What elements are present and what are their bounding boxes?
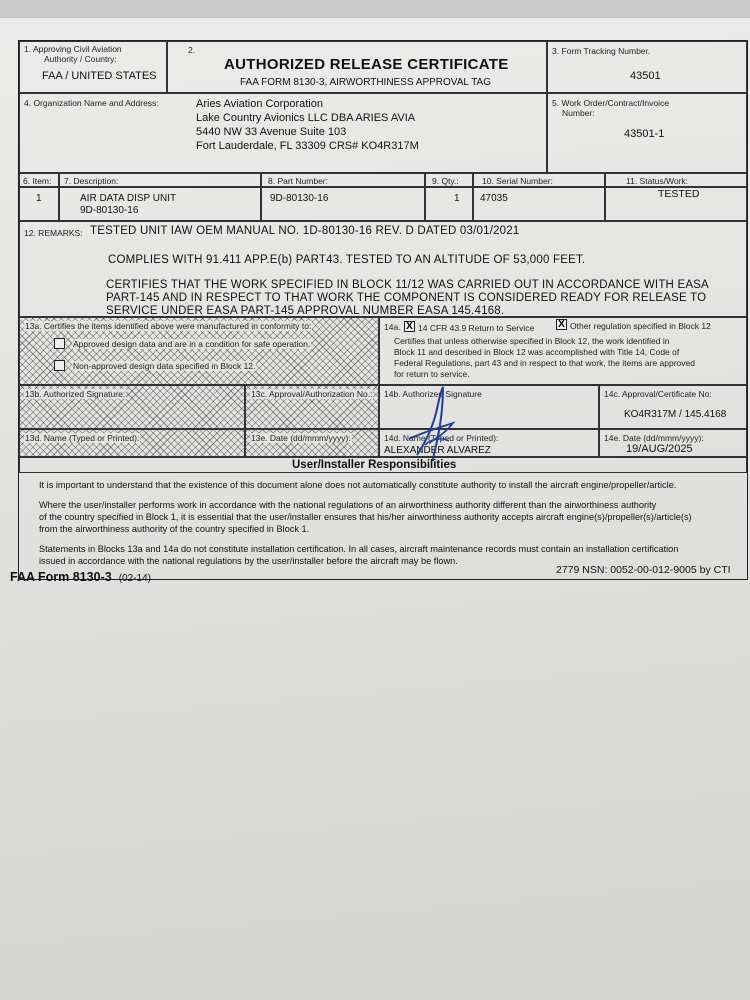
remarks-line-2: COMPLIES WITH 91.411 APP.E(b) PART43. TESTED TO AN ALTITUDE OF 53,000 FEET.	[108, 254, 586, 266]
block-14a-text-1: Certifies that unless otherwise specified in Block 12, the work identified in	[394, 336, 670, 346]
block-4-label: 4. Organization Name and Address:	[24, 98, 159, 108]
block-5-label-b: Number:	[562, 108, 595, 118]
release-date-value: 19/AUG/2025	[626, 443, 693, 455]
other-regulation-checkbox[interactable]: X	[556, 319, 567, 330]
org-dba: Lake Country Avionics LLC DBA ARIES AVIA	[196, 112, 416, 124]
block-4	[19, 93, 547, 173]
block-14a-text-2: Block 11 and described in Block 12 was accomplished with Title 14, Code of	[394, 347, 680, 357]
block-2-label: 2.	[188, 45, 196, 55]
serial-number-value-cell	[473, 187, 605, 221]
block-13d-label: 13d. Name (Typed or Printed):	[25, 433, 140, 443]
responsibilities-paragraph-2a: Where the user/installer performs work in accordance with the national regulations of an airworthiness authority different than the airworthiness authority	[39, 500, 657, 510]
qty-value: 1	[454, 193, 460, 204]
part-number-header: 8. Part Number:	[261, 173, 425, 187]
form-number: FAA Form 8130-3	[10, 570, 112, 584]
block-13a-option-1: Approved design data and are in a condition for safe operation.	[73, 339, 311, 349]
block-13c	[245, 385, 379, 429]
remarks-line-5: SERVICE UNDER EASA PART-145 APPROVAL NUMBER EASA 145.4168.	[106, 305, 505, 317]
block-14a	[379, 317, 747, 385]
document-paper	[0, 18, 750, 1000]
description-line-2: 9D-80130-16	[80, 205, 139, 216]
qty-value-cell	[425, 187, 473, 221]
block-13a-checkbox-1[interactable]	[54, 338, 65, 349]
block-14c-label: 14c. Approval/Certificate No:	[604, 389, 712, 399]
block-2	[167, 41, 547, 93]
block-3	[547, 41, 747, 93]
14cfr-option-label: 14 CFR 43.9 Return to Service	[418, 323, 535, 333]
block-1-label-a: 1. Approving Civil Aviation	[24, 44, 122, 54]
org-city: Fort Lauderdale, FL 33309 CRS# KO4R317M	[196, 140, 419, 152]
block-13e-label: 13e. Date (dd/mmm/yyyy):	[251, 433, 351, 443]
approval-certificate-number: KO4R317M / 145.4168	[624, 409, 727, 420]
block-14c	[599, 385, 747, 429]
block-14a-text-3: Federal Regulations, part 43 and in respect to that work, the items are approved	[394, 358, 695, 368]
description-header: 7. Description:	[59, 173, 261, 187]
handwritten-signature	[403, 383, 463, 465]
form-tracking-number: 43501	[630, 70, 661, 82]
block-13a-option-2: Non-approved design data specified in Block 12.	[73, 361, 256, 371]
responsibilities-title: User/Installer Responsibilities	[292, 459, 457, 471]
block-14d-label: 14d. Name (Typed or Printed):	[384, 433, 499, 443]
block-13e	[245, 429, 379, 457]
block-14e-label: 14e. Date (dd/mmm/yyyy):	[604, 433, 704, 443]
form-revision: (02-14)	[118, 573, 151, 584]
responsibilities-paragraph-3a: Statements in Blocks 13a and 14a do not constitute installation certification. In all cases, aircraft maintenance records must contain an installation certification	[39, 544, 679, 554]
approving-authority-value: FAA / UNITED STATES	[42, 70, 157, 82]
responsibilities-title-bar	[19, 457, 747, 473]
description-line-1: AIR DATA DISP UNIT	[80, 193, 177, 204]
14cfr-checkbox[interactable]: X	[404, 321, 415, 332]
description-value-cell	[59, 187, 261, 221]
responsibilities-paragraph-3b: issued in accordance with the national regulations by the user/installer before the aircraft may be flown.	[39, 556, 458, 566]
status-value-cell	[605, 187, 747, 221]
serial-number-value: 47035	[480, 193, 508, 204]
block-5-label-a: 5. Work Order/Contract/Invoice	[552, 98, 669, 108]
block-5	[547, 93, 747, 173]
qty-header: 9. Qty.:	[425, 173, 473, 187]
item-value-cell	[19, 187, 59, 221]
block-14e	[599, 429, 747, 457]
form-footer-right: 2779 NSN: 0052-00-012-9005 by CTI	[556, 564, 731, 576]
block-13d	[19, 429, 245, 457]
block-13a-checkbox-2[interactable]	[54, 360, 65, 371]
form-title: AUTHORIZED RELEASE CERTIFICATE	[224, 56, 509, 73]
block-13a-label: 13a. Certifies the items identified above were manufactured in conformity to:	[25, 321, 312, 331]
block-14a-text-4: for return to service.	[394, 369, 470, 379]
block-1	[19, 41, 167, 93]
block-13b-label: 13b. Authorized Signature:	[25, 389, 126, 399]
block-13b	[19, 385, 245, 429]
printed-name-value: ALEXANDER ALVAREZ	[384, 445, 491, 456]
responsibilities-paragraph-2c: from the airworthiness authority of the country specified in Block 1.	[39, 524, 310, 534]
block-1-label-b: Authority / Country:	[44, 54, 117, 64]
remarks-label: 12. REMARKS:	[24, 228, 83, 238]
item-value: 1	[36, 193, 42, 204]
serial-number-header: 10. Serial Number:	[473, 173, 605, 187]
org-name: Aries Aviation Corporation	[196, 98, 323, 110]
remarks-line-1: TESTED UNIT IAW OEM MANUAL NO. 1D-80130-16 REV. D DATED 03/01/2021	[90, 225, 520, 237]
org-street: 5440 NW 33 Avenue Suite 103	[196, 126, 347, 138]
responsibilities-paragraph-1: It is important to understand that the existence of this document alone does not automatically constitute authority to install the aircraft engine/propeller/article.	[39, 480, 677, 490]
other-regulation-option-label: Other regulation specified in Block 12	[570, 321, 711, 331]
form-footer-left	[10, 570, 151, 584]
form-subtitle: FAA FORM 8130-3, AIRWORTHINESS APPROVAL TAG	[240, 77, 492, 88]
part-number-value: 9D-80130-16	[270, 193, 329, 204]
block-3-label: 3. Form Tracking Number.	[552, 46, 651, 56]
release-certificate-form	[18, 40, 748, 580]
item-header: 6. Item:	[19, 173, 59, 187]
block-14a-label: 14a.	[384, 322, 401, 332]
block-13a	[19, 317, 379, 385]
status-value: TESTED	[658, 188, 700, 200]
status-header: 11. Status/Work:	[605, 173, 747, 187]
work-order-number: 43501-1	[624, 128, 665, 140]
remarks-line-3: CERTIFIES THAT THE WORK SPECIFIED IN BLOCK 11/12 WAS CARRIED OUT IN ACCORDANCE WITH EASA	[106, 279, 709, 291]
remarks-line-4: PART-145 AND IN RESPECT TO THAT WORK THE COMPONENT IS CONSIDERED READY FOR RELEASE TO	[106, 292, 707, 304]
responsibilities-paragraph-2b: of the country specified in Block 1, it is essential that the user/installer ensures that his/her airworthiness authority accepts aircraft engine(s)/propeller(s)/article(s)	[39, 512, 692, 522]
block-12-remarks	[19, 221, 747, 317]
block-13c-label: 13c. Approval/Authorization No.:	[251, 389, 373, 399]
part-number-value-cell	[261, 187, 425, 221]
block-14b-label: 14b. Authorized Signature	[384, 389, 482, 399]
